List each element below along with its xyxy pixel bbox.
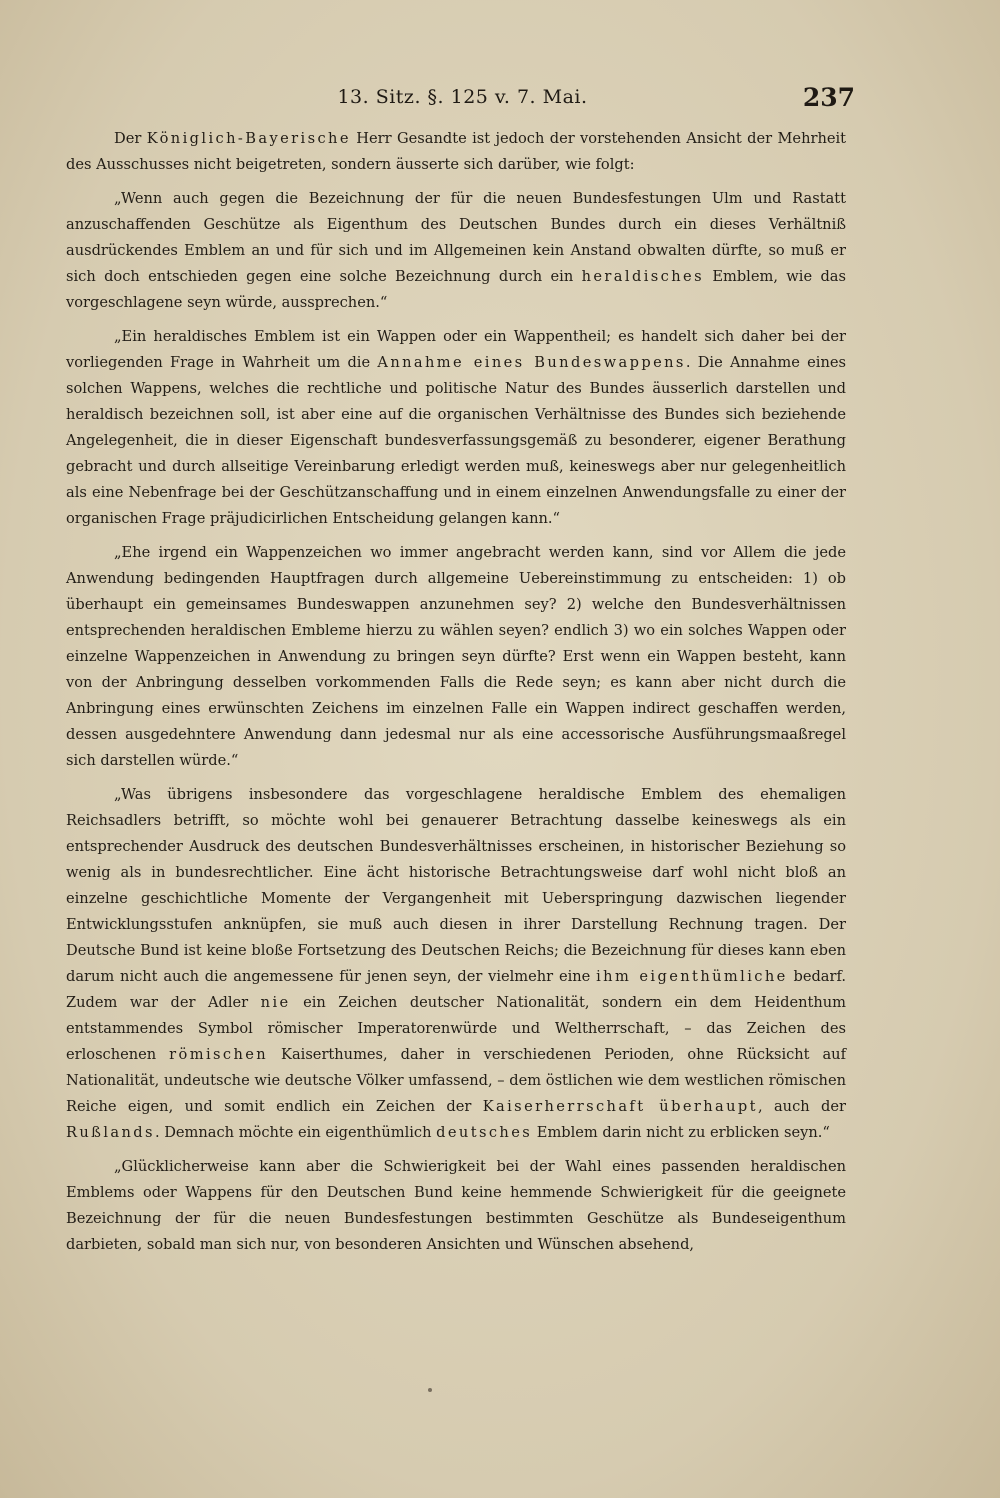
emphasis-text: ihm eigenthümliche <box>596 968 788 985</box>
emphasis-text: Königlich-Bayerische <box>146 130 351 147</box>
text-run: bedarf. Zudem war der Adler <box>66 968 847 1011</box>
text-run: Der <box>114 130 147 147</box>
text-run: „Ein heraldisches Emblem ist ein Wappen oder ein Wappentheil; es handelt sich daher bei der vorliegenden Frage in Wahrheit um die <box>66 328 846 371</box>
page-number: 237 <box>802 83 855 112</box>
paragraph-quote-imperial-eagle <box>66 782 846 1146</box>
emphasis-text: nie <box>260 994 291 1011</box>
text-run: „Was übrigens insbesondere das vorgeschlagene heraldische Emblem des ehemaligen Reichsadlers betrifft, so möchte wohl bei genauerer Betrachtung dasselbe keineswegs als ein entsprechender Ausdruck des deutschen Bundesverhältnisses erscheinen, in historischer Beziehung so wenig als in bundesrechtlicher. Eine ächt historische Betrachtungsweise darf wohl nicht bloß an einzelne geschichtliche Momente der Vergangenheit mit Ueberspringung dazwischen liegender Entwicklungsstufen anknüpfen, sie muß auch diesen in ihrer Darstellung Rechnung tragen. Der Deutsche Bund ist keine bloße Fortsetzung des Deutschen Reichs; die Bezeichnung für dieses kann eben darum nicht auch die angemessene für jenen seyn, der vielmehr eine <box>66 786 846 985</box>
paragraph-quote-main-questions <box>66 540 846 774</box>
text-run: „Wenn auch gegen die Bezeichnung der für die neuen Bundesfestungen Ulm und Rastatt anzuschaffenden Geschütze als Eigenthum des Deutschen Bundes durch ein dieses Verhältniß ausdrückendes Emblem an und für sich und im Allgemeinen kein Anstand obwalten dürfte, so muß er sich doch entschieden gegen eine solche Bezeichnung durch ein <box>66 190 846 285</box>
text-run: Herr Gesandte ist jedoch der vorstehenden Ansicht der Mehrheit des Ausschusses nicht beigetreten, sondern äusserte sich darüber, wie folgt: <box>66 130 847 173</box>
text-run: . Demnach möchte ein eigenthümlich <box>154 1124 437 1141</box>
text-run: ein Zeichen deutscher Nationalität, sondern ein dem Heidenthum entstammendes Symbol römischer Imperatorenwürde und Weltherrschaft, – das Zeichen des erloschenen <box>66 994 846 1063</box>
text-run: Emblem darin nicht zu erblicken seyn.“ <box>532 1124 830 1141</box>
emphasis-text: heraldisches <box>581 268 704 285</box>
text-run: „Ehe irgend ein Wappenzeichen wo immer angebracht werden kann, sind vor Allem die jede Anwendung bedingenden Hauptfragen durch allgemeine Uebereinstimmung zu entscheiden: 1) ob überhaupt ein gemeinsames Bundeswappen anzunehmen sey? 2) welche den Bundesverhältnissen entsprechenden heraldischen Embleme hierzu zu wählen seyen? endlich 3) wo ein solches Wappen oder einzelne Wappenzeichen in Anwendung zu bringen seyn dürfte? Erst wenn ein Wappen besteht, kann von der Anbringung desselben vorkommenden Falls die Rede seyn; es kann aber nicht durch die Anbringung eines erwünschten Zeichens im einzelnen Falle ein Wappen indirect geschaffen werden, dessen ausgedehntere Anwendung dann jedesmal nur als eine accessorische Ausführungsmaaßregel sich darstellen würde.“ <box>66 544 846 769</box>
emphasis-text: römischen <box>169 1046 269 1063</box>
text-run: „Glücklicherweise kann aber die Schwierigkeit bei der Wahl eines passenden heraldischen Emblems oder Wappens für den Deutschen Bund keine hemmende Schwierigkeit für die geeignete Bezeichnung der für die neuen Bundesfestungen bestimmten Geschütze als Bundeseigenthum darbieten, sobald man sich nur, von besonderen Ansichten und Wünschen absehend, <box>66 1158 846 1253</box>
paragraph-quote-fortunately <box>66 1154 846 1258</box>
paragraph-quote-heraldic-objection <box>66 186 846 316</box>
emphasis-text: Rußlands <box>66 1124 155 1141</box>
page-header <box>70 83 855 116</box>
emphasis-text: Kaiserherrschaft überhaupt <box>482 1098 758 1115</box>
text-run: . Die Annahme eines solchen Wappens, welches die rechtliche und politische Natur des Bundes äusserlich darstellen und heraldisch bezeichnen soll, ist aber eine auf die organischen Verhältnisse des Bundes sich beziehende Angelegenheit, die in dieser Eigenschaft bundesverfassungsgemäß zu besonderer, eigener Berathung gebracht und durch allseitige Vereinbarung erledigt werden muß, keineswegs aber nur gelegenheitlich als eine Nebenfrage bei der Geschützanschaffung und in einem einzelnen Anwendungsfalle zu einer der organischen Frage präjudicirlichen Entscheidung gelangen kann.“ <box>66 354 846 527</box>
emphasis-text: deutsches <box>436 1124 533 1141</box>
paragraph-quote-coat-of-arms <box>66 324 846 532</box>
paragraph-intro <box>66 126 846 178</box>
scan-speck <box>428 1388 432 1392</box>
running-title: 13. Sitz. §. 125 v. 7. Mai. <box>337 86 588 108</box>
text-run: Kaiserthumes, daher in verschiedenen Perioden, ohne Rücksicht auf Nationalität, undeutsche wie deutsche Völker umfassend, – dem östlichen wie dem westlichen römischen Reiche eigen, und somit endlich ein Zeichen der <box>66 1046 846 1115</box>
text-body <box>66 126 846 1258</box>
text-run: Emblem, wie das vorgeschlagene seyn würde, aussprechen.“ <box>66 268 846 311</box>
emphasis-text: Annahme eines Bundeswappens <box>377 354 686 371</box>
text-run: , auch der <box>757 1098 846 1115</box>
